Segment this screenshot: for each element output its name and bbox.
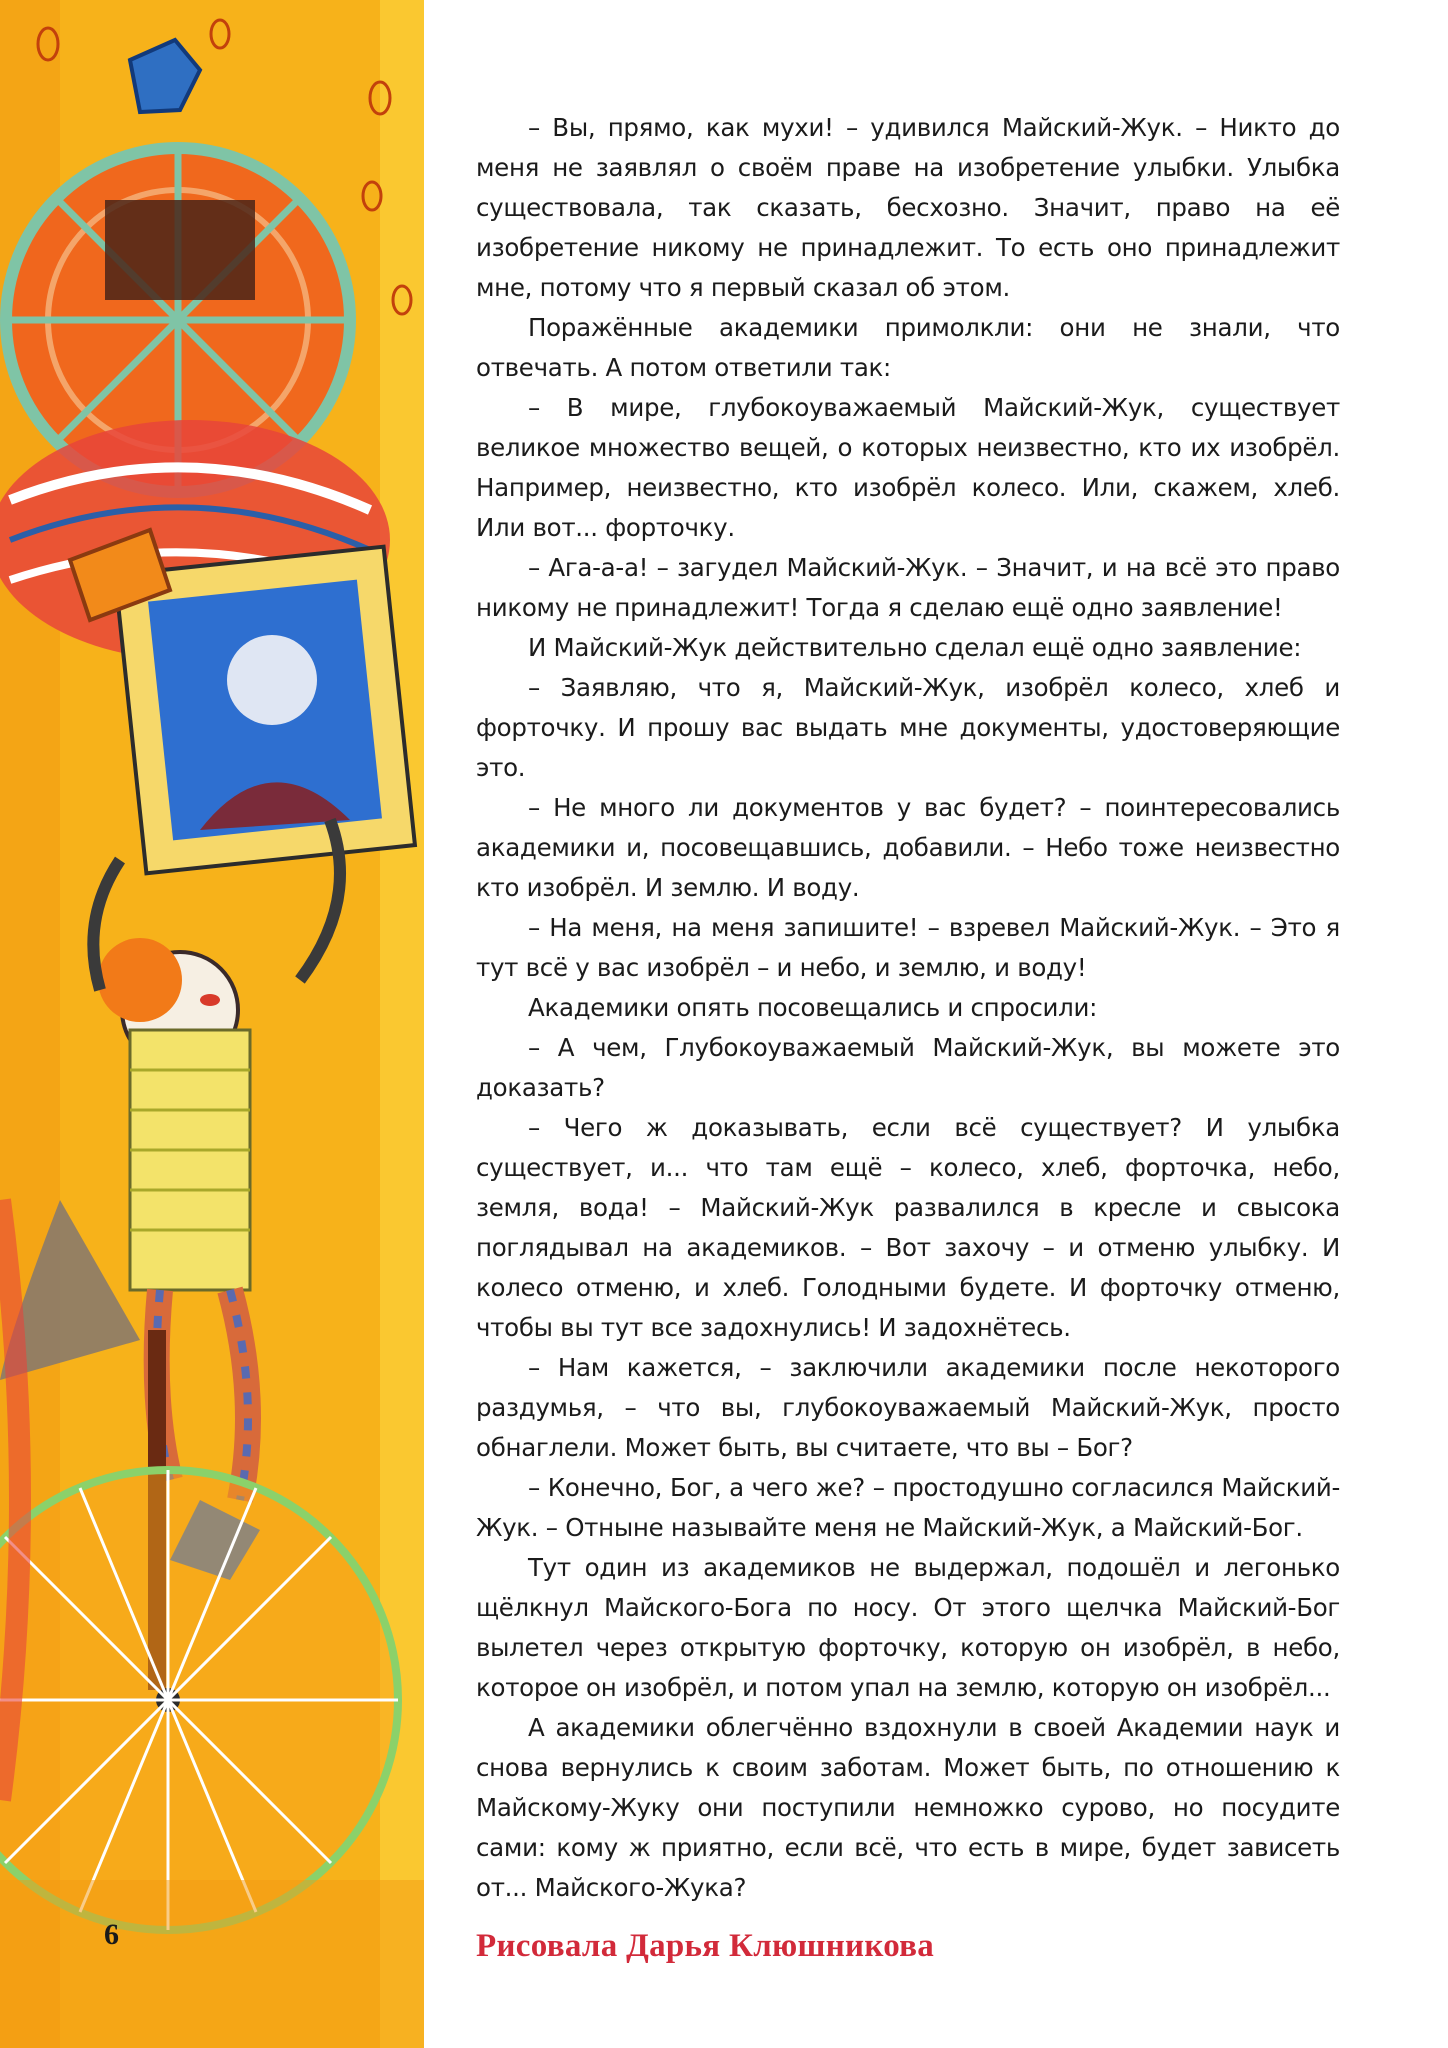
paragraph: – Ага-а-а! – загудел Майский-Жук. – Значит, и на всё это право никому не принадлежит! Тогда я сделаю ещё одно заявление! xyxy=(476,553,1340,622)
paragraph: – Нам кажется, – заключили академики после некоторого раздумья, – что вы, глубокоуважаемый Майский-Жук, просто обнаглели. Может быть, вы считаете, что вы – Бог? xyxy=(476,1353,1340,1462)
paragraph: – Заявляю, что я, Майский-Жук, изобрёл колесо, хлеб и форточку. И прошу вас выдать мне документы, удостоверяющие это. xyxy=(476,673,1340,782)
side-illustration xyxy=(0,0,424,2048)
paragraph: А академики облегчённо вздохнули в своей Академии наук и снова вернулись к своим заботам. Может быть, по отношению к Майскому-Жуку они поступили немножко сурово, но посудите сами: кому ж приятно, если всё, что есть в мире, будет зависеть от... Майского-Жука? xyxy=(476,1713,1340,1902)
paragraph: – Чего ж доказывать, если всё существует? И улыбка существует, и... что там ещё – колесо, хлеб, форточка, небо, земля, вода! – Майский-Жук развалился в кресле и свысока поглядывал на академиков. – Вот захочу – и отменю улыбку. И колесо отменю, и хлеб. Голодными будете. И форточку отменю, чтобы вы тут все задохнулись! И задохнётесь. xyxy=(476,1113,1340,1342)
story-text xyxy=(476,108,1340,1908)
paragraph: Тут один из академиков не выдержал, подошёл и легонько щёлкнул Майского-Бога по носу. От этого щелчка Майский-Бог вылетел через открытую форточку, которую он изобрёл, в небо, которое он изобрёл, и потом упал на землю, которую он изобрёл... xyxy=(476,1553,1340,1702)
paragraph: Поражённые академики примолкли: они не знали, что отвечать. А потом ответили так: xyxy=(476,313,1340,382)
paragraph: И Майский-Жук действительно сделал ещё одно заявление: xyxy=(528,633,1302,662)
accordion-body xyxy=(130,1030,250,1290)
paragraph: – В мире, глубокоуважаемый Майский-Жук, существует великое множество вещей, о которых неизвестно, кто их изобрёл. Например, неизвестно, кто изобрёл колесо. Или, скажем, хлеб. Или вот... форточку. xyxy=(476,393,1340,542)
paragraph: – Конечно, Бог, а чего же? – простодушно согласился Майский-Жук. – Отныне называйте меня не Майский-Жук, а Майский-Бог. xyxy=(476,1473,1340,1542)
paragraph: – На меня, на меня запишите! – взревел Майский-Жук. – Это я тут всё у вас изобрёл – и небо, и землю, и воду! xyxy=(476,913,1340,982)
illustrator-credit: Рисовала Дарья Клюшникова xyxy=(476,1928,935,1964)
paragraph: – Вы, прямо, как мухи! – удивился Майский-Жук. – Никто до меня не заявлял о своём праве на изобретение улыбки. Улыбка существовала, так сказать, бесхозно. Значит, право на её изобретение никому не принадлежит. То есть оно принадлежит мне, потому что я первый сказал об этом. xyxy=(476,113,1340,302)
page-number: 6 xyxy=(104,1918,119,1951)
paragraph: – Не много ли документов у вас будет? – поинтересовались академики и, посовещавшись, добавили. – Небо тоже неизвестно кто изобрёл. И землю. И воду. xyxy=(476,793,1340,902)
paragraph: – А чем, Глубокоуважаемый Майский-Жук, вы можете это доказать? xyxy=(476,1033,1340,1102)
paragraph: Академики опять посовещались и спросили: xyxy=(528,993,1098,1022)
